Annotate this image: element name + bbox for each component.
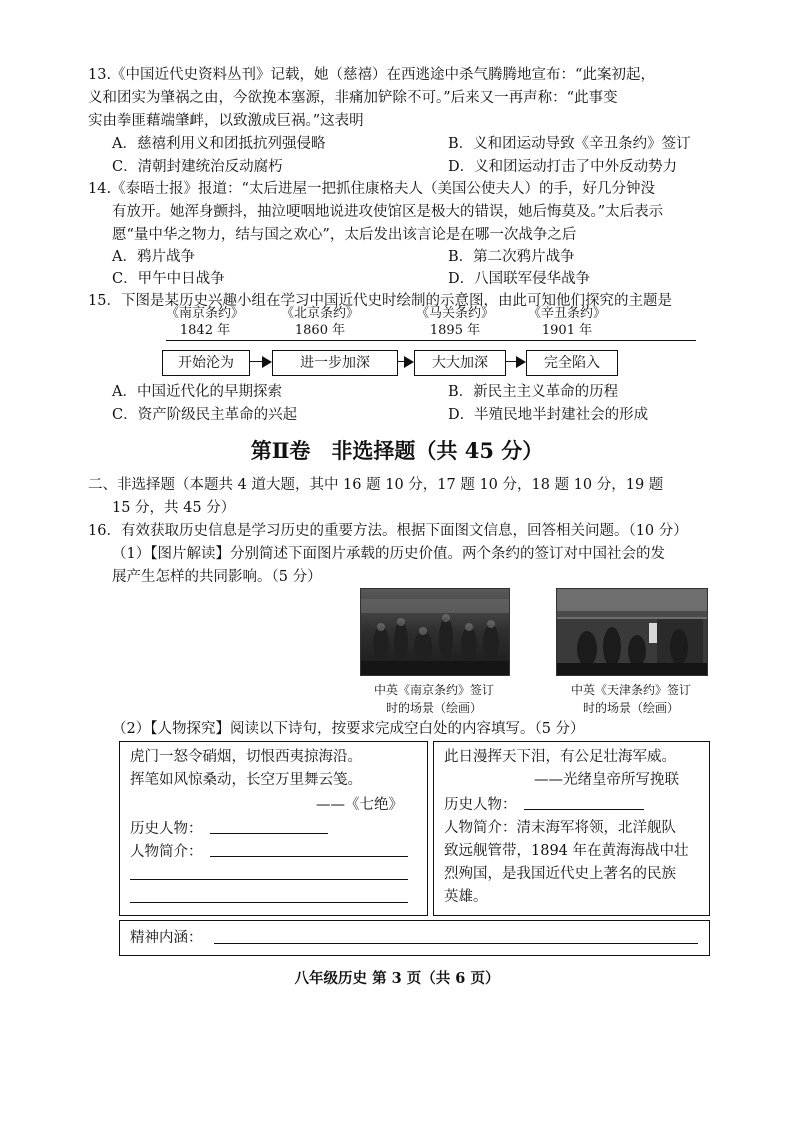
- left-poem-line-1: 虎门一怒令硝烟，切恨西夷掠海沿。: [130, 749, 362, 765]
- spirit-box: [119, 920, 710, 956]
- timeline-year-3: 1895 年: [429, 323, 481, 338]
- q14-stem-line-3: 愿“量中华之物力，结与国之欢心”，太后发出该言论是在哪一次战争之后: [112, 227, 577, 243]
- left-poem-line-2: 挥笔如风惊桑动，长空万里舞云笺。: [130, 772, 362, 788]
- stage-box-2: 进一步加深: [272, 350, 398, 376]
- stage-box-4: 完全陷入: [526, 350, 618, 376]
- timeline-treaty-2: 《北京条约》: [280, 306, 359, 321]
- page-footer: 八年级历史 第 3 页（共 6 页）: [294, 970, 500, 987]
- left-poem-source: ——《七绝》: [316, 797, 403, 813]
- caption-nanjing-line-1: 中英《南京条约》签订: [373, 683, 494, 697]
- spirit-answer-line[interactable]: [214, 943, 698, 944]
- q14-stem-line-1: 14.《泰晤士报》报道：“太后进屋一把抓住康格夫人（美国公使夫人）的手，好几分钟没: [88, 181, 655, 197]
- section-title: 第Ⅱ卷 非选择题（共 45 分）: [250, 438, 544, 463]
- q14-option-c: C．甲午中日战争: [112, 271, 225, 287]
- section-instructions-line-2: 15 分，共 45 分）: [112, 500, 236, 516]
- arrow-right-icon: [404, 356, 414, 368]
- q16-stem: 16．有效获取历史信息是学习历史的重要方法。根据下面图文信息，回答相关问题。（10 分）: [88, 523, 688, 539]
- q13-stem-line-1: 13.《中国近代史资料丛刊》记载，她（慈禧）在西逃途中杀气腾腾地宣布：“此案初起，: [88, 67, 655, 83]
- q13-option-c: C．清朝封建统治反动腐朽: [112, 159, 283, 175]
- section-instructions-line-1: 二、非选择题（本题共 4 道大题，其中 16 题 10 分，17 题 10 分，18 题 10 分，19 题: [88, 477, 664, 493]
- right-person-answer-line[interactable]: [524, 809, 644, 810]
- q13-stem-line-2: 义和团实为肇祸之由，今欲挽本塞源，非痛加铲除不可。”后来又一再声称：“此事变: [88, 90, 618, 106]
- right-intro-line-2: 致远舰管带，1894 年在黄海海战中壮: [444, 843, 689, 859]
- q13-stem-line-3: 实由拳匪藉端肇衅，以致激成巨祸。”这表明: [88, 113, 364, 129]
- stage-box-1: 开始沦为: [162, 350, 250, 376]
- q16-part2: （2）【人物探究】阅读以下诗句，按要求完成空白处的内容填写。（5 分）: [112, 721, 585, 737]
- q16-part1-line-1: （1）【图片解读】分别简述下面图片承载的历史价值。两个条约的签订对中国社会的发: [112, 546, 665, 562]
- q13-option-d: D．义和团运动打击了中外反动势力: [448, 159, 678, 175]
- timeline-axis: [166, 340, 696, 341]
- nanjing-treaty-painting: [360, 588, 510, 676]
- arrow-right-icon: [262, 356, 272, 368]
- right-poem-source: ——光绪皇帝所写挽联: [534, 772, 679, 788]
- caption-tianjin-line-1: 中英《天津条约》签订: [570, 683, 691, 697]
- spirit-label: 精神内涵：: [130, 930, 203, 946]
- right-intro-line-4: 英雄。: [444, 889, 488, 905]
- left-person-answer-line[interactable]: [210, 833, 328, 834]
- q15-option-a: A．中国近代化的早期探索: [112, 384, 282, 400]
- lin-zexu-box: [119, 741, 428, 916]
- right-intro-line-1: 人物简介：清末海军将领，北洋舰队: [444, 820, 676, 836]
- left-intro-label: 人物简介：: [130, 844, 203, 860]
- left-intro-answer-line-2[interactable]: [130, 879, 408, 880]
- right-poem-line: 此日漫挥天下泪，有公足壮海军威。: [444, 749, 676, 765]
- q14-option-a: A．鸦片战争: [112, 249, 195, 265]
- left-intro-answer-line-1[interactable]: [210, 856, 408, 857]
- q14-stem-line-2: 有放开。她浑身颤抖，抽泣哽咽地说进攻使馆区是极大的错误，她后悔莫及。”太后表示: [112, 204, 664, 220]
- q15-option-d: D．半殖民地半封建社会的形成: [448, 407, 649, 423]
- tianjin-treaty-painting: [556, 588, 708, 676]
- timeline-year-4: 1901 年: [541, 323, 593, 338]
- caption-nanjing-line-2: 时的场景（绘画）: [385, 701, 482, 715]
- timeline-treaty-3: 《马关条约》: [415, 306, 494, 321]
- right-person-label: 历史人物：: [444, 797, 517, 813]
- q15-option-c: C．资产阶级民主革命的兴起: [112, 407, 298, 423]
- timeline-year-1: 1842 年: [179, 323, 231, 338]
- timeline-year-2: 1860 年: [294, 323, 346, 338]
- q15-stem: 15．下图是某历史兴趣小组在学习中国近代史时绘制的示意图，由此可知他们探究的主题是: [88, 293, 672, 309]
- left-intro-answer-line-3[interactable]: [130, 902, 408, 903]
- stage-box-3: 大大加深: [414, 350, 506, 376]
- timeline-treaty-1: 《南京条约》: [165, 306, 244, 321]
- right-intro-line-3: 烈殉国，是我国近代史上著名的民族: [444, 866, 676, 882]
- deng-shichang-box: [433, 741, 710, 916]
- q14-option-d: D．八国联军侵华战争: [448, 271, 591, 287]
- q14-option-b: B．第二次鸦片战争: [448, 249, 575, 265]
- q16-part1-line-2: 展产生怎样的共同影响。（5 分）: [112, 569, 322, 585]
- caption-tianjin-line-2: 时的场景（绘画）: [582, 701, 679, 715]
- left-person-label: 历史人物：: [130, 821, 203, 837]
- timeline-treaty-4: 《辛丑条约》: [527, 306, 606, 321]
- q13-option-a: A．慈禧利用义和团抵抗列强侵略: [112, 136, 326, 152]
- q15-option-b: B．新民主主义革命的历程: [448, 384, 619, 400]
- q13-option-b: B．义和团运动导致《辛丑条约》签订: [448, 136, 691, 152]
- arrow-right-icon: [516, 356, 526, 368]
